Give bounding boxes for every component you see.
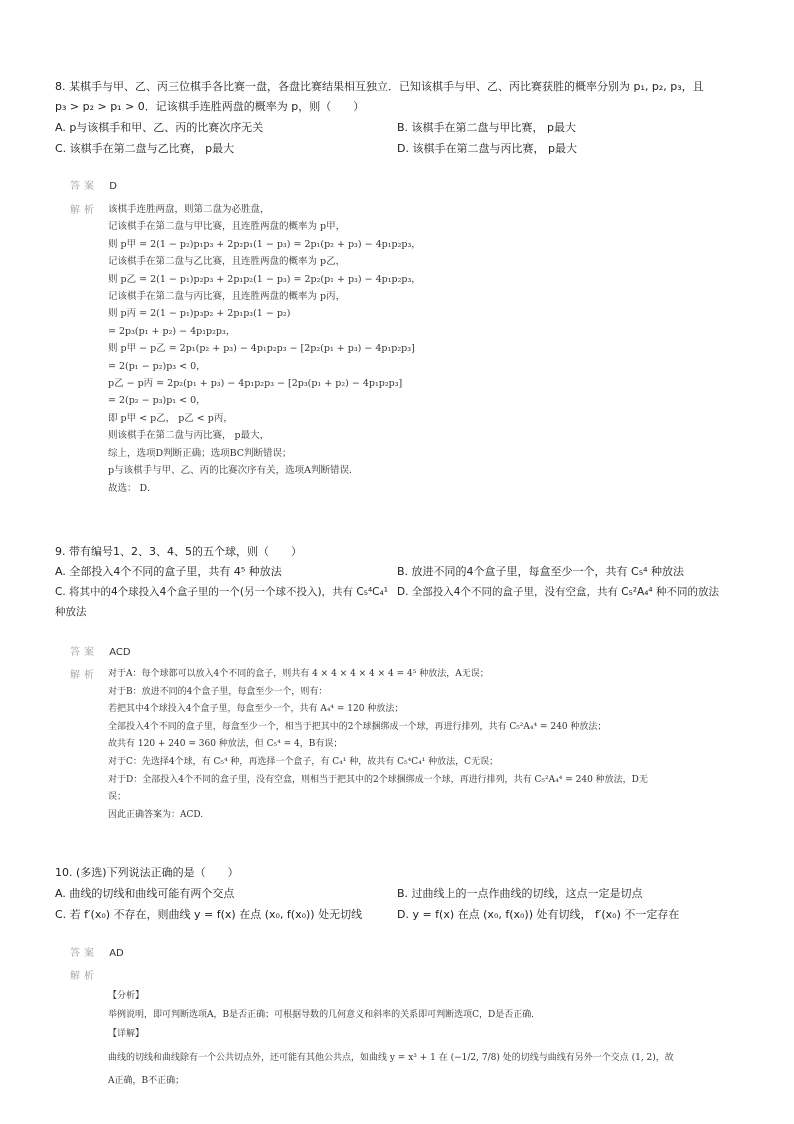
- solution-line: 对于C：先选择4个球，有 C₅⁴ 种，再选择一个盒子，有 C₄¹ 种，故共有 C₅⁴C₄¹ 种放法，C无误；: [108, 756, 499, 767]
- solution-line: = 2(p₂ − p₃)p₁ < 0，: [108, 395, 206, 407]
- solution-line: = 2p₃(p₁ + p₂) − 4p₁p₂p₃，: [108, 325, 236, 337]
- option-a[interactable]: A. 曲线的切线和曲线可能有两个交点: [55, 887, 235, 900]
- solution-line: 对于B：放进不同的4个盒子里，每盒至少一个，则有：: [108, 686, 328, 697]
- solution-line: 对于D：全部投入4个不同的盒子里，没有空盒，则相当于把其中的2个球捆绑成一个球，再进行排列，共有 C₅²A₄⁴ = 240 种放法，D无: [108, 774, 648, 785]
- question-stem: 9. 带有编号1、2、3、4、5的五个球，则（ ）: [55, 545, 302, 558]
- solution-line: 故选： D．: [108, 482, 157, 494]
- question-9: [55, 542, 755, 622]
- answer-row: [70, 177, 117, 192]
- question-stem: 8. 某棋手与甲、乙、丙三位棋手各比赛一盘，各盘比赛结果相互独立．已知该棋手与甲、乙、丙比赛获胜的概率分别为 p₁, p₂, p₃，且: [55, 80, 704, 93]
- solution-label: 解析: [70, 971, 98, 982]
- solution-line: 因此正确答案为：ACD.: [108, 809, 204, 820]
- option-a[interactable]: A. 全部投入4个不同的盒子里，共有 4⁵ 种放法: [55, 565, 282, 578]
- solution-line: 记该棋手在第二盘与甲比赛，且连胜两盘的概率为 p甲，: [108, 221, 346, 233]
- answer-label: 答案: [70, 647, 98, 658]
- solution-line: 则该棋手在第二盘与丙比赛， p最大，: [108, 430, 270, 442]
- answer-value: AD: [109, 948, 124, 959]
- solution-line: 即 p甲 < p乙， p乙 < p丙，: [108, 412, 233, 424]
- answer-row: [70, 643, 131, 658]
- solution-label: 解析: [70, 670, 98, 681]
- option-d[interactable]: D. 全部投入4个不同的盒子里，没有空盒，共有 C₅²A₄⁴ 种不同的放法: [397, 586, 719, 598]
- option-a[interactable]: A. p与该棋手和甲、乙、丙的比赛次序无关: [55, 121, 264, 134]
- answer-label: 答案: [70, 948, 98, 959]
- question-8: [55, 77, 755, 159]
- solution-line: 举例说明，即可判断选项A，B是否正确；可根据导数的几何意义和斜率的关系即可判断选项C，D是否正确．: [108, 1010, 541, 1020]
- solution-line: 则 p甲 = 2(1 − p₂)p₁p₃ + 2p₂p₁(1 − p₃) = 2p₁(p₂ + p₃) − 4p₁p₂p₃，: [108, 238, 421, 250]
- solution-line: 记该棋手在第二盘与乙比赛，且连胜两盘的概率为 p乙，: [108, 256, 346, 268]
- solution-line: p乙 − p丙 = 2p₂(p₁ + p₃) − 4p₁p₂p₃ − [2p₃(p₁ + p₂) − 4p₁p₂p₃]: [108, 378, 403, 390]
- solution-line: 全部投入4个不同的盒子里，每盒至少一个，相当于把其中的2个球捆绑成一个球，再进行排列，共有 C₅²A₄⁴ = 240 种放法；: [108, 721, 607, 732]
- solution-line: A正确，B不正确；: [108, 1076, 185, 1086]
- option-b[interactable]: B. 放进不同的4个盒子里，每盒至少一个，共有 C₅⁴ 种放法: [397, 565, 685, 578]
- solution-lines: [108, 201, 750, 497]
- option-c[interactable]: C. 若 f′(x₀) 不存在，则曲线 y = f(x) 在点 (x₀, f(x₀)) 处无切线: [55, 908, 363, 921]
- solution-lines: [108, 666, 750, 824]
- solution-line: 该棋手连胜两盘，则第二盘为必胜盘，: [108, 204, 270, 215]
- solution-lines: [108, 987, 750, 1091]
- solution-line: 综上，选项D判断正确；选项BC判断错误；: [108, 447, 292, 459]
- solution-line: 对于A：每个球都可以放入4个不同的盒子，则共有 4 × 4 × 4 × 4 × 4 = 4⁵ 种放法，A无误；: [108, 669, 489, 679]
- solution-line: 则 p甲 − p乙 = 2p₁(p₂ + p₃) − 4p₁p₂p₃ − [2p₂(p₁ + p₃) − 4p₁p₂p₃]: [108, 343, 415, 355]
- options: [55, 562, 755, 622]
- solution-line: 误；: [108, 792, 127, 803]
- answer-label: 答案: [70, 181, 98, 192]
- option-b[interactable]: B. 该棋手在第二盘与甲比赛， p最大: [397, 121, 577, 134]
- option-c[interactable]: C. 将其中的4个球投入4个盒子里的一个(另一个球不投入)，共有 C₅⁴C₄¹ 种放法: [55, 586, 388, 618]
- solution-line: 则 p乙 = 2(1 − p₁)p₂p₃ + 2p₁p₂(1 − p₃) = 2p₂(p₁ + p₃) − 4p₁p₂p₃，: [108, 273, 421, 285]
- answer-value: ACD: [109, 647, 131, 658]
- solution-line: 【详解】: [108, 1029, 145, 1039]
- options: [55, 117, 755, 159]
- option-d[interactable]: D. y = f(x) 在点 (x₀, f(x₀)) 处有切线， f′(x₀) 不一定存在: [397, 908, 680, 921]
- solution-line: 则 p丙 = 2(1 − p₁)p₃p₂ + 2p₁p₃(1 − p₂): [108, 308, 291, 320]
- question-stem: 10. (多选)下列说法正确的是（ ）: [55, 866, 239, 879]
- solution-label: 解析: [70, 205, 98, 216]
- answer-value: D: [109, 181, 117, 192]
- solution-line: = 2(p₁ − p₂)p₃ < 0，: [108, 360, 206, 372]
- option-b[interactable]: B. 过曲线上的一点作曲线的切线，这点一定是切点: [397, 887, 643, 900]
- question-stem: p₃ > p₂ > p₁ > 0．记该棋手连胜两盘的概率为 p，则（ ）: [55, 100, 365, 113]
- option-c[interactable]: C. 该棋手在第二盘与乙比赛， p最大: [55, 142, 235, 155]
- solution-line: 记该棋手在第二盘与丙比赛，且连胜两盘的概率为 p丙，: [108, 291, 346, 303]
- solution-line: 故共有 120 + 240 = 360 种放法，但 C₅⁴ = 4，B有误；: [108, 739, 343, 750]
- option-d[interactable]: D. 该棋手在第二盘与丙比赛， p最大: [397, 142, 577, 155]
- solution-line: p与该棋手与甲、乙、丙的比赛次序有关，选项A判断错误．: [108, 465, 359, 477]
- answer-row: [70, 944, 124, 959]
- solution-line: 【分析】: [108, 991, 145, 1001]
- options: [55, 883, 755, 925]
- question-10: [55, 863, 755, 925]
- solution-line: 曲线的切线和曲线除有一个公共切点外，还可能有其他公共点，如曲线 y = x³ + 1 在 (−1/2, 7/8) 处的切线与曲线有另外一个交点 (1, 2)，故: [108, 1053, 674, 1063]
- solution-line: 若把其中4个球投入4个盒子里，每盒至少一个，共有 A₄⁴ = 120 种放法；: [108, 704, 404, 715]
